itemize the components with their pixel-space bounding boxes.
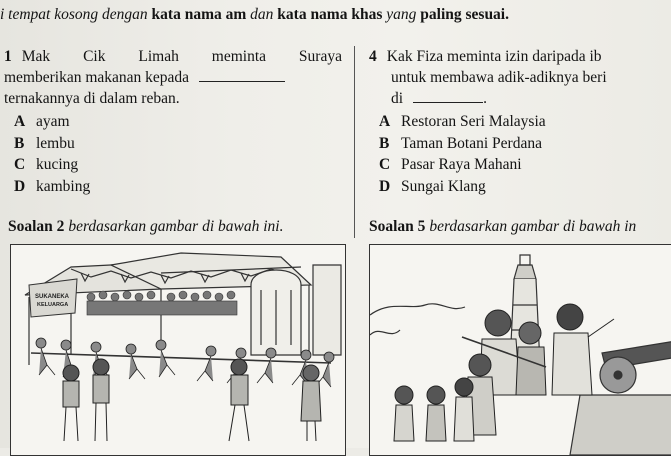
option-letter: D: [14, 177, 26, 195]
question-4: [369, 46, 671, 197]
q4-option-d[interactable]: [369, 176, 671, 198]
q1-options: [4, 111, 342, 197]
q4-option-b[interactable]: [369, 133, 671, 155]
q4-options: [369, 111, 671, 197]
option-letter: D: [379, 177, 391, 195]
q1-word: Cik: [83, 48, 106, 65]
instruction-prefix: i tempat kosong: [0, 6, 99, 23]
option-text: Taman Botani Perdana: [401, 134, 542, 152]
q4-line3-suffix: .: [483, 90, 487, 107]
banner-line1: SUKANEKA: [35, 294, 70, 300]
option-text: kambing: [36, 177, 91, 195]
q4-line1: [369, 46, 671, 67]
q1-word: Limah: [138, 48, 179, 65]
soalan-2-text: berdasarkan gambar di bawah ini.: [68, 218, 284, 235]
q1-option-c[interactable]: [4, 154, 342, 176]
soalan-5-text: berdasarkan gambar di bawah in: [429, 218, 637, 235]
instruction-dengan: dengan: [102, 6, 148, 23]
q1-number: 1: [4, 48, 12, 65]
q4-line3-prefix: di: [391, 90, 404, 107]
q1-option-b[interactable]: [4, 133, 342, 155]
q4-answer-blank[interactable]: [413, 88, 483, 103]
option-letter: C: [14, 156, 26, 173]
option-letter: A: [379, 113, 391, 130]
q1-line1: [4, 46, 342, 67]
banner-line2: KELUARGA: [37, 302, 69, 308]
option-text: ayam: [36, 113, 70, 130]
q4-line2: untuk membawa adik-adiknya beri: [391, 69, 607, 86]
soalan-2-heading: [8, 218, 283, 236]
option-text: Pasar Raya Mahani: [401, 156, 522, 173]
option-letter: B: [14, 134, 25, 152]
q1-line3: ternakannya di dalam reban.: [4, 90, 180, 107]
q4-line3: [391, 88, 671, 109]
q1-line2-text: memberikan makanan kepada: [4, 69, 190, 86]
banner: [29, 279, 77, 317]
option-text: Restoran Seri Malaysia: [401, 113, 546, 130]
soalan-5-label: Soalan 5: [369, 218, 426, 235]
sports-day-illustration: [10, 244, 346, 456]
q1-option-d[interactable]: [4, 176, 342, 198]
soalan-2-label: Soalan 2: [8, 218, 65, 235]
q4-line1-text: Kak Fiza meminta izin daripada ib: [386, 48, 602, 65]
sports-day-drawing: [11, 245, 345, 455]
question-1: [4, 46, 342, 197]
option-letter: B: [379, 134, 390, 152]
q1-option-a[interactable]: [4, 111, 342, 133]
q1-word: Mak: [21, 48, 51, 65]
children-outing-drawing: [370, 245, 671, 455]
option-letter: A: [14, 113, 26, 130]
instruction-line: [0, 6, 509, 24]
instruction-dan: dan: [250, 6, 274, 23]
q4-option-c[interactable]: [369, 154, 671, 176]
option-text: Sungai Klang: [401, 177, 486, 195]
instruction-paling-sesuai: paling sesuai.: [420, 6, 509, 23]
instruction-kata-nama-am: kata nama am: [151, 6, 247, 23]
children-outing-illustration: [369, 244, 671, 456]
q4-number: 4: [369, 48, 377, 65]
q1-answer-blank[interactable]: [199, 67, 285, 82]
q1-line2: [4, 67, 342, 88]
soalan-5-heading: [369, 218, 636, 236]
instruction-kata-nama-khas: kata nama khas: [277, 6, 383, 23]
q4-option-a[interactable]: [369, 111, 671, 133]
option-text: lembu: [36, 134, 75, 152]
option-letter: C: [379, 156, 391, 173]
column-divider: [354, 46, 355, 238]
q1-word: Suraya: [298, 48, 342, 65]
q1-word: meminta: [211, 48, 267, 65]
instruction-yang: yang: [386, 6, 417, 23]
option-text: kucing: [36, 156, 79, 173]
